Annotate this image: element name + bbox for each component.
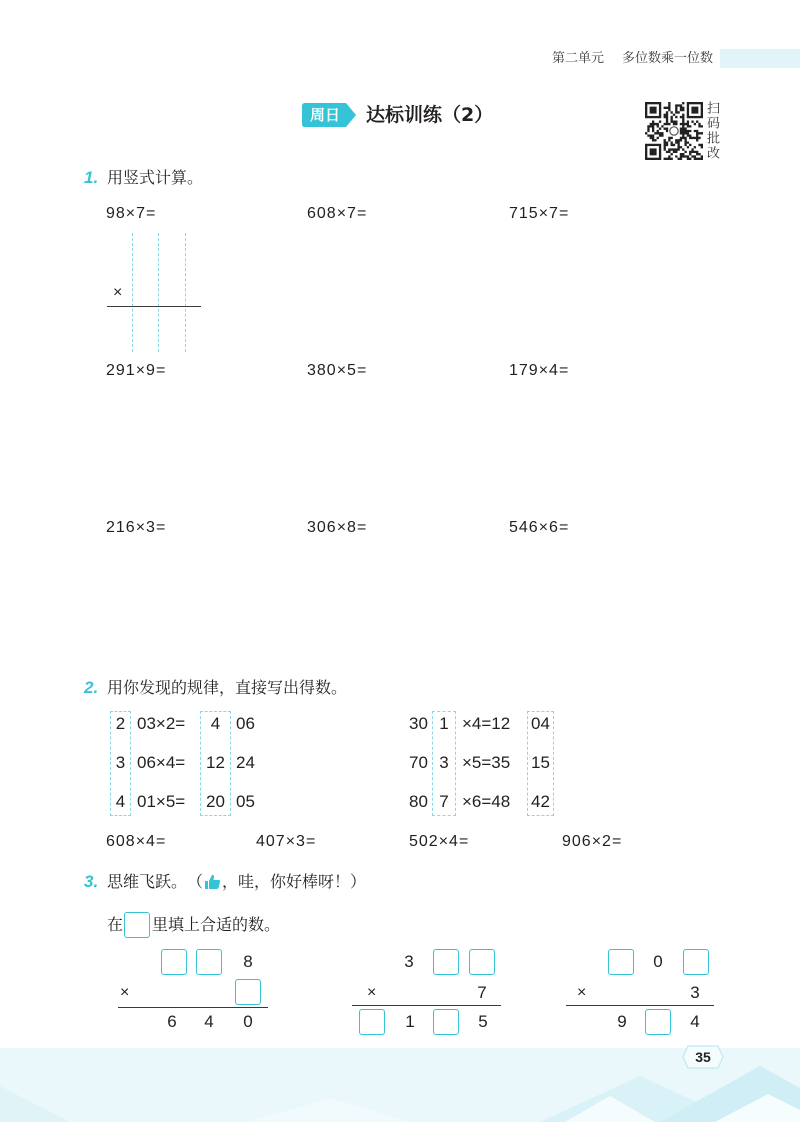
answer-box[interactable] xyxy=(359,1009,385,1035)
puzzle-2-rule xyxy=(352,1005,501,1006)
puzzle-2-multiplier: 7 xyxy=(477,983,487,1002)
calc-rule xyxy=(107,306,201,307)
thumbs-up-icon xyxy=(204,874,221,890)
answer-box[interactable] xyxy=(433,1009,459,1035)
pattern-problem-2: 407×3= xyxy=(256,833,317,850)
puzzle-2-result-hundreds: 1 xyxy=(405,1012,415,1031)
pattern-prod-lead: 20 xyxy=(206,792,225,811)
puzzle-3-times-sign: × xyxy=(577,984,587,1001)
puzzle-1-times-sign: × xyxy=(120,984,130,1001)
pattern-mid: 1 xyxy=(439,714,449,733)
puzzle-1-top-ones: 8 xyxy=(243,952,253,971)
header-unit: 第二单元 xyxy=(552,51,605,66)
section-3-heading xyxy=(107,872,366,892)
answer-box[interactable] xyxy=(469,949,495,975)
example-box xyxy=(124,912,150,938)
pattern-lead: 3 xyxy=(115,753,126,772)
puzzle-1-rule xyxy=(118,1007,268,1008)
section-3-title: 思维飞跃。 xyxy=(107,872,188,891)
page-title: 达标训练（2） xyxy=(366,104,494,126)
puzzle-2-times-sign: × xyxy=(367,984,377,1001)
pattern-expr: ×5=35 xyxy=(462,753,511,772)
puzzle-3-rule xyxy=(566,1005,714,1006)
pattern-lead: 4 xyxy=(115,792,126,811)
answer-box[interactable] xyxy=(235,979,261,1005)
section-3-number: 3. xyxy=(84,872,99,891)
header-accent-bar xyxy=(720,49,800,68)
column-guide-line xyxy=(158,233,159,352)
problem-8: 306×8= xyxy=(307,519,368,536)
pattern-problem-3: 502×4= xyxy=(409,833,470,850)
section-1-instruction: 用竖式计算。 xyxy=(107,168,204,187)
fill-instruction-before: 在 xyxy=(107,915,124,934)
pattern-prod-tail: 06 xyxy=(236,714,255,733)
pattern-prod-lead: 12 xyxy=(206,753,225,772)
qr-label: 扫码批改 xyxy=(704,101,719,161)
problem-5: 380×5= xyxy=(307,362,368,379)
problem-9: 546×6= xyxy=(509,519,570,536)
pattern-tail: 15 xyxy=(531,753,550,772)
pattern-head: 80 xyxy=(409,792,428,811)
answer-box[interactable] xyxy=(645,1009,671,1035)
praise-text: ，哇，你好棒呀！） xyxy=(222,872,367,891)
puzzle-3-result-ones: 4 xyxy=(690,1012,700,1031)
problem-2: 608×7= xyxy=(307,205,368,222)
page-number: 35 xyxy=(695,1049,711,1065)
pattern-expr: 03×2= xyxy=(137,714,186,733)
puzzle-1-result-hundreds: 6 xyxy=(167,1012,177,1031)
answer-box[interactable] xyxy=(433,949,459,975)
section-2-instruction: 用你发现的规律，直接写出得数。 xyxy=(107,678,348,697)
pattern-lead: 2 xyxy=(115,714,126,733)
problem-1: 98×7= xyxy=(106,205,157,222)
pattern-mid: 7 xyxy=(439,792,449,811)
column-guide-line xyxy=(132,233,133,352)
title-badge: 周日 xyxy=(309,106,340,124)
section-1-number: 1. xyxy=(84,168,99,187)
header-topic: 多位数乘一位数 xyxy=(622,51,714,66)
puzzle-1-result-ones: 0 xyxy=(243,1012,253,1031)
section-2-number: 2. xyxy=(84,678,99,697)
footer-mountains xyxy=(0,1040,800,1122)
pattern-prod-tail: 05 xyxy=(236,792,255,811)
pattern-head: 30 xyxy=(409,714,428,733)
answer-box[interactable] xyxy=(683,949,709,975)
pattern-tail: 04 xyxy=(531,714,550,733)
problem-3: 715×7= xyxy=(509,205,570,222)
pattern-expr: 06×4= xyxy=(137,753,186,772)
answer-box[interactable] xyxy=(608,949,634,975)
qr-code xyxy=(645,102,703,160)
answer-box[interactable] xyxy=(196,949,222,975)
puzzle-1-result-tens: 4 xyxy=(204,1012,214,1031)
pattern-mid: 3 xyxy=(439,753,449,772)
puzzle-3-top-tens: 0 xyxy=(653,952,663,971)
fill-instruction-after: 里填上合适的数。 xyxy=(152,915,281,934)
pattern-problem-1: 608×4= xyxy=(106,833,167,850)
pattern-problem-4: 906×2= xyxy=(562,833,623,850)
puzzle-3-result-hundreds: 9 xyxy=(617,1012,627,1031)
pattern-expr: ×6=48 xyxy=(462,792,511,811)
problem-7: 216×3= xyxy=(106,519,167,536)
problem-4: 291×9= xyxy=(106,362,167,379)
times-sign: × xyxy=(113,284,123,301)
praise-open-paren: （ xyxy=(187,872,204,891)
pattern-head: 70 xyxy=(409,753,428,772)
answer-box[interactable] xyxy=(161,949,187,975)
pattern-prod-lead: 4 xyxy=(210,714,221,733)
puzzle-2-result-ones: 5 xyxy=(478,1012,488,1031)
puzzle-2-top-hundreds: 3 xyxy=(404,952,414,971)
pattern-expr: 01×5= xyxy=(137,792,186,811)
pattern-tail: 42 xyxy=(531,792,550,811)
pattern-prod-tail: 24 xyxy=(236,753,255,772)
pattern-expr: ×4=12 xyxy=(462,714,511,733)
problem-6: 179×4= xyxy=(509,362,570,379)
column-guide-line xyxy=(185,233,186,352)
puzzle-3-multiplier: 3 xyxy=(690,983,700,1002)
